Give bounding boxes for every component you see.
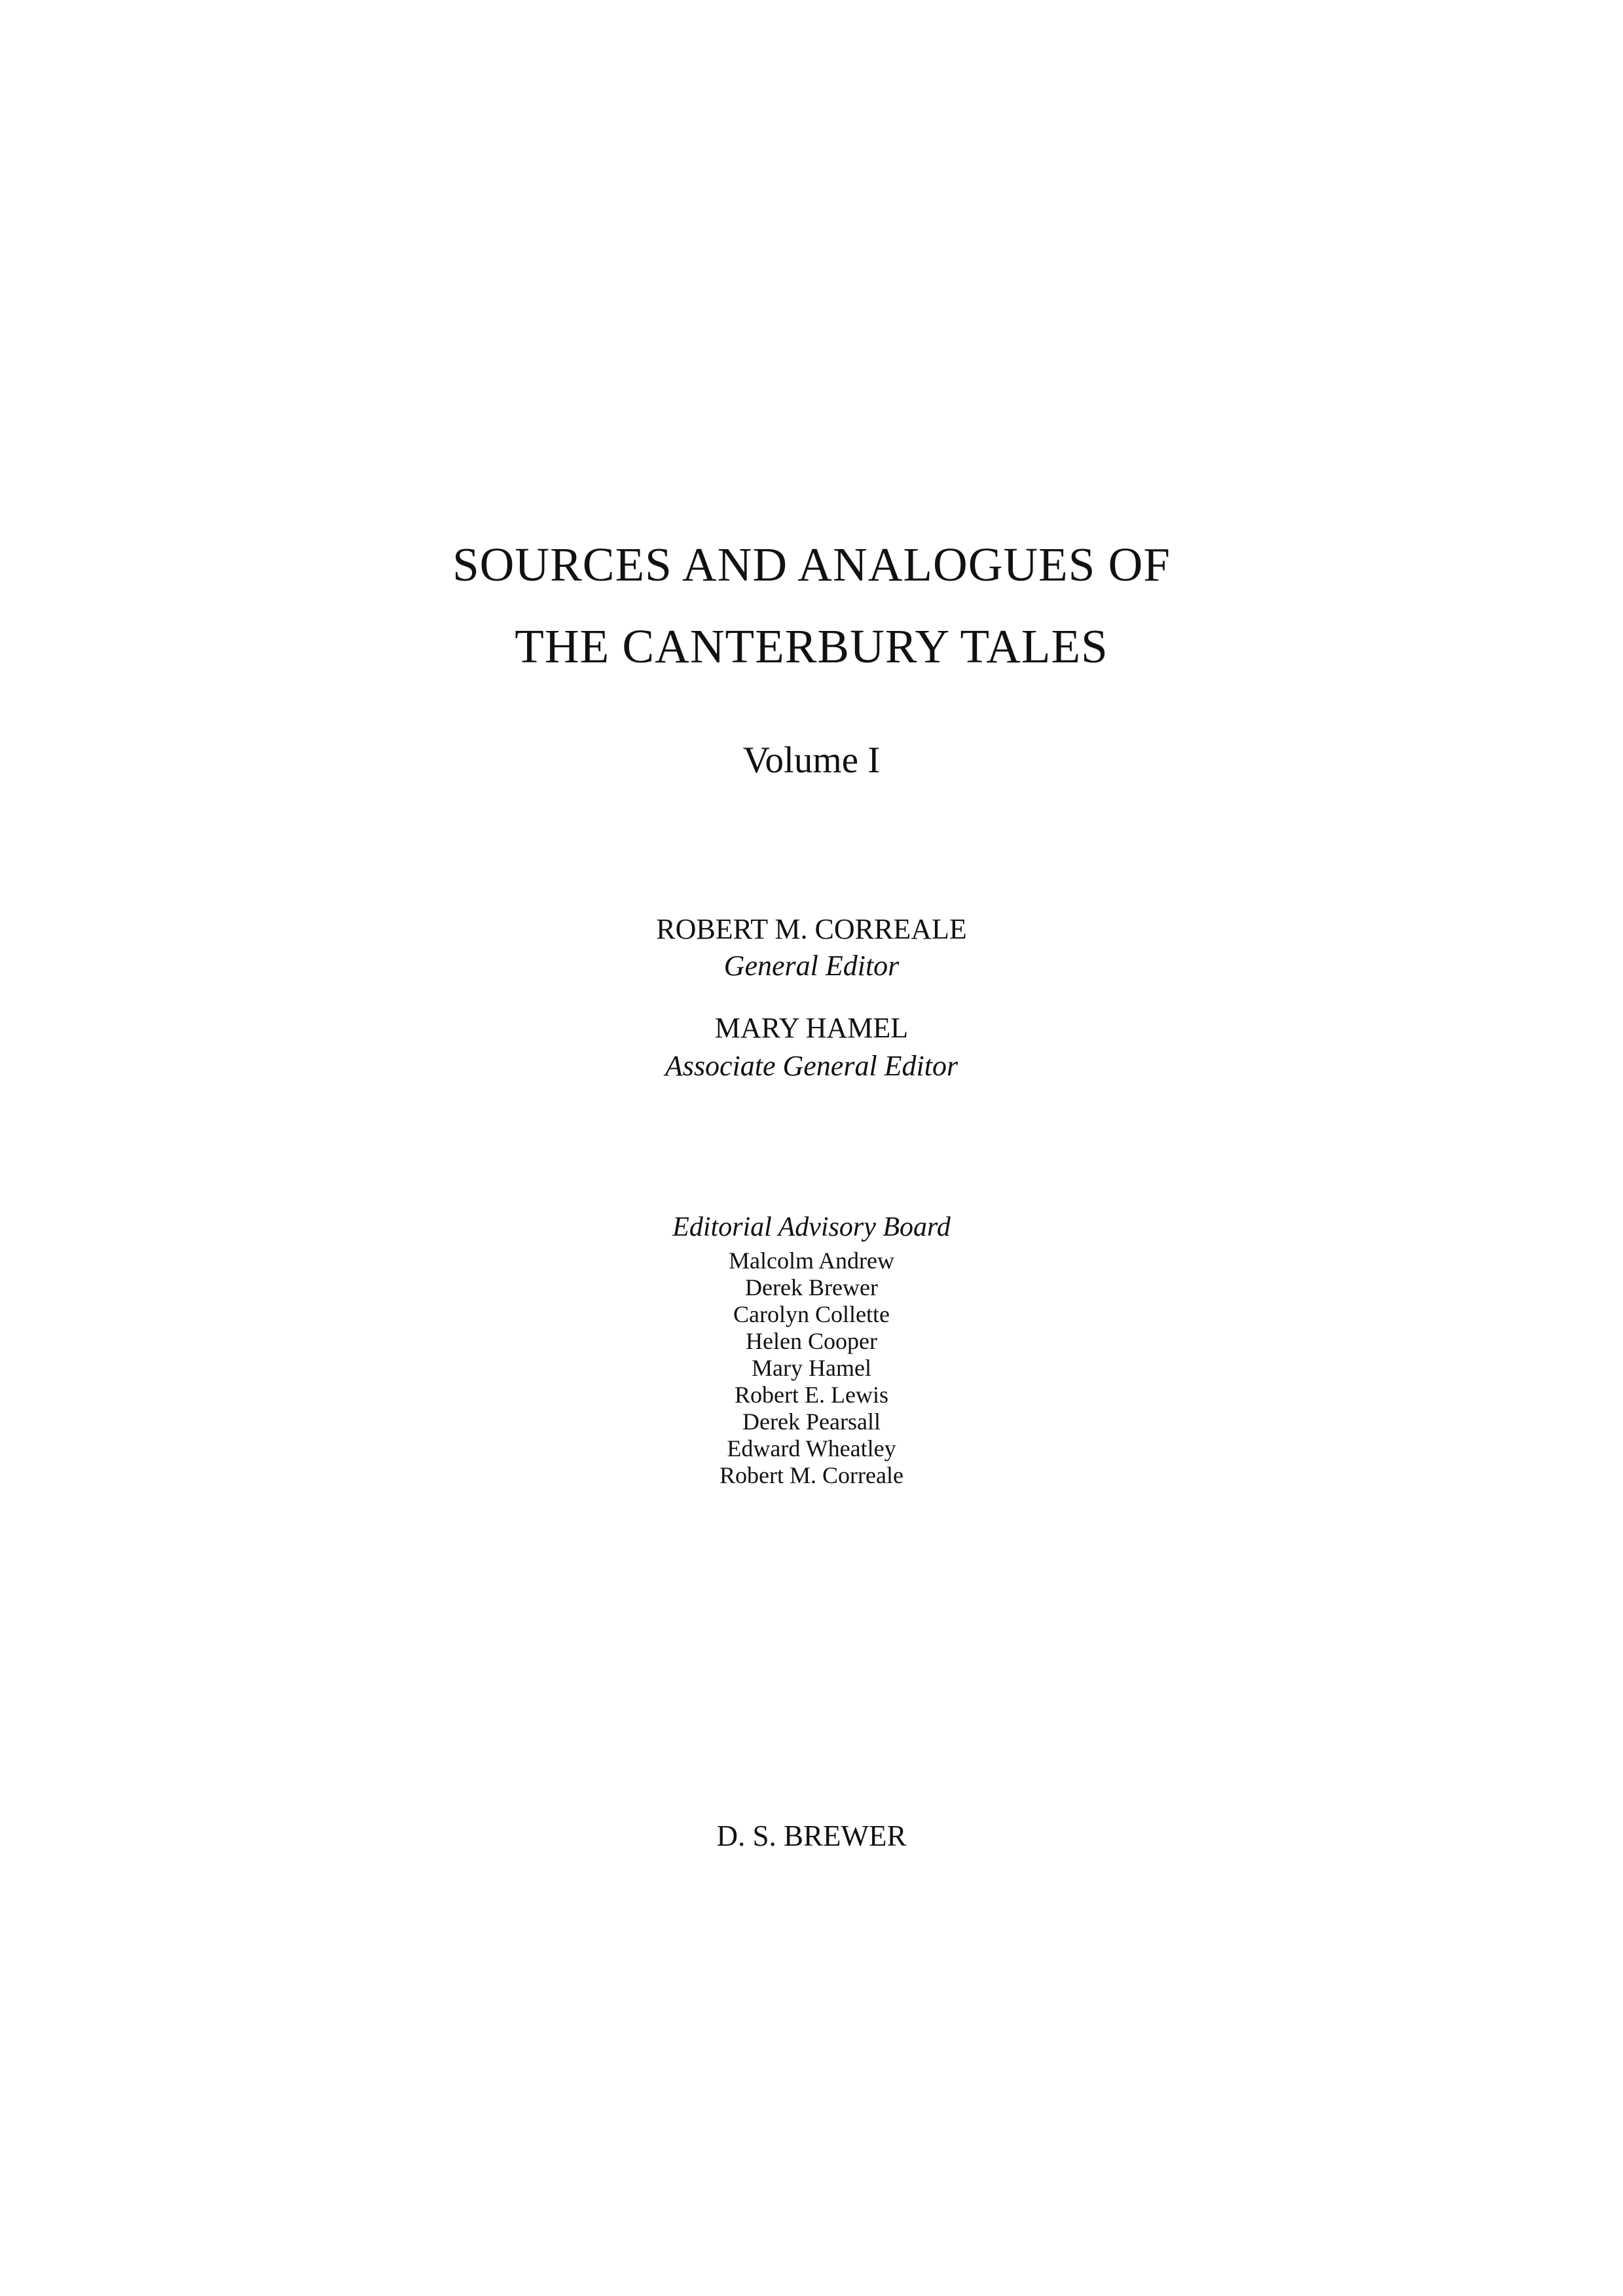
general-editor-name: ROBERT M. CORREALE: [656, 913, 967, 945]
advisory-board-list: [0, 1247, 1623, 1489]
advisory-board-member: Robert M. Correale: [720, 1462, 903, 1488]
publisher-name: D. S. BREWER: [716, 1820, 907, 1852]
advisory-board-member: Robert E. Lewis: [735, 1382, 888, 1408]
volume-label: Volume I: [742, 740, 881, 781]
advisory-board-member: Carolyn Collette: [733, 1301, 890, 1327]
book-title-line-1: SOURCES AND ANALOGUES OF: [452, 538, 1171, 591]
advisory-board-member: Mary Hamel: [752, 1355, 871, 1381]
advisory-board-member: Edward Wheatley: [727, 1435, 896, 1462]
associate-editor-name: MARY HAMEL: [714, 1012, 909, 1044]
advisory-board-member: Helen Cooper: [746, 1328, 877, 1354]
advisory-board-member: Derek Pearsall: [742, 1408, 881, 1435]
associate-editor-role: Associate General Editor: [665, 1050, 958, 1082]
advisory-board-member: Malcolm Andrew: [729, 1247, 894, 1274]
advisory-board-heading: Editorial Advisory Board: [672, 1212, 951, 1242]
general-editor-role: General Editor: [723, 950, 900, 982]
book-title-line-2: THE CANTERBURY TALES: [515, 620, 1108, 673]
advisory-board-member: Derek Brewer: [745, 1274, 878, 1300]
